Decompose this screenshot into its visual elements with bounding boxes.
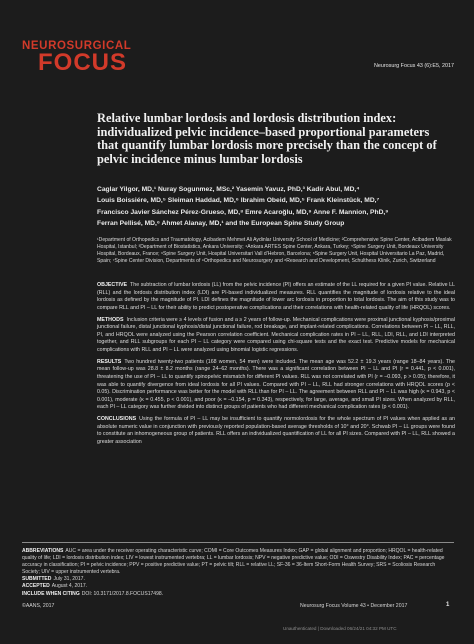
section-text: Two hundred twenty-two patients (168 women, 54 men) were included. The mean age was 52.2 ± 19.3 years (range 18–84 years). The mean follow-up was 28.8 ± 8.2 months (range 24–62 months). There was a significant correlation between PI – LL and PI (r = 0.441, p < 0.001), threatening the use of PI – LL to quantify spinopelvic mismatch for different PI values. RLL was not correlated with PI (r = –0.093, p > 0.05); therefore, it was able to quantify divergence from ideal lordosis for all PI values. Compared with PI – LL, RLL had stronger correlations with HRQOL scores (p < 0.05). Discrimination performance was better for the model with RLL than for PI – LL. The agreement between RLL and PI – LL was high (κ = 0.943, p < 0.001), moderate (κ = 0.455, p < 0.001), and poor (κ = –0.154, p = 0.343), respectively, for large, average, and small PI sizes. When analyzed by RLL, each PI – LL category was further divided into distinct groups of patients who had different mechanical complication rates (p < 0.001). — [97, 358, 455, 411]
section-heading: RESULTS — [97, 358, 122, 365]
affiliations: ¹Department of Orthopedics and Traumatology, Acibadem Mehmet Ali Aydinlar University School of Medicine; ²Comprehensive Spine Center, Acibadem Maslak Hospital, Istanbul; ³Department of Biostatistics, Ankara University; ⁴Ankara ARTES Spine Center, Ankara, Turkey; ⁵Spine Surgery Unit, Bordeaux University Hospital, Bordeaux, France; ⁶Spine Surgery Unit, Hospital Universitari Vall d'Hebron, Barcelona; ⁸Spine Surgery Unit, Hospital Universitario La Paz, Madrid, Spain; ⁷Spine Center Division, Departments of ⁹Orthopedics and Neurosurgery and ⁸Research and Development, Schulthess Klinik, Zurich, Switzerland — [97, 237, 452, 265]
footnote-heading: ABBREVIATIONS — [22, 548, 64, 554]
accepted-date — [22, 583, 454, 590]
journal-reference: Neurosurg Focus 43 (6):E5, 2017 — [373, 63, 454, 69]
brand-main: FOCUS — [38, 49, 127, 76]
citation-doi — [22, 591, 454, 598]
section-heading: METHODS — [97, 316, 124, 323]
abstract — [97, 282, 455, 451]
doi-link[interactable]: DOI: 10.3171/2017.8.FOCUS17498. — [81, 590, 164, 597]
abstract-conclusions — [97, 416, 455, 446]
section-text: The subtraction of lumbar lordosis (LL) from the pelvic incidence (PI) offers an estimate of the LL required for a given PI value. Relative LL (RLL) and the lordosis distribution index (LDI) are PI-based individualized measures. RLL quantifies the magnitude of lordosis relative to the ideal lordosis as defined by the magnitude of PI. LDI defines the magnitude of lower arc lordosis in proportion to total lordosis. The aim of this study was to compare RLL and PI – LL for their ability to predict postoperative complications and their correlations with health-related quality of life (HRQOL) scores. — [97, 282, 455, 311]
abbreviations — [22, 548, 454, 576]
footnote-text: August 4, 2017. — [51, 583, 88, 590]
brand-top: NEUROSURGICAL — [22, 40, 132, 52]
author-list — [97, 184, 457, 229]
author-line: Ferran Pellisé, MD,⁶ Ahmet Alanay, MD,¹ and the European Spine Study Group — [97, 219, 345, 227]
footnotes — [22, 548, 454, 598]
section-text: Using the formula of PI – LL may be insufficient to quantify normolordosis for the whole spectrum of PI values when applied as an absolute numeric value in conjunction with previously reported population-based average thresholds of 10° and 20°. Schwab PI – LL groups were found to constitute an inhomogeneous group of patients. RLL offers an individualized quantification of LL for all PI sizes. Compared with PI – LL, RLL showed a greater association — [97, 416, 455, 445]
abstract-methods — [97, 317, 455, 355]
copyright: ©AANS, 2017 — [22, 603, 55, 609]
author-line: Caglar Yilgor, MD,¹ Nuray Sogunmez, MSc,² Yasemin Yavuz, PhD,³ Kadir Abul, MD,⁴ — [97, 186, 360, 193]
abstract-objective — [97, 282, 455, 312]
footnote-text: AUC = area under the receiver operating characteristic curve; COMI = Core Outcomes Measures Index; GAP = global alignment and proportion; HRQOL = health-related quality of life; LDI = lordosis distribution index; LIV = lowest instrumented vertebra; LL = lumbar lordosis; NPV = negative predictive value; ODI = Oswestry Disability Index; PAC = percentage accuracy in classification; PI = pelvic incidence; PPV = positive predictive value; PT = pelvic tilt; RLL = relative LL; SF-36 = 36-Item Short-Form Health Survey; SRS = Scoliosis Research Society; UIV = upper instrumented vertebra. — [22, 548, 445, 576]
section-text: Inclusion criteria were ≥ 4 levels of fusion and a ≥ 2 years of follow-up. Mechanical complications were proximal junctional kyphosis/proximal junctional failure, distal junctional kyphosis/distal junctional failure, rod breakage, and implant-related complications. Correlations between PI – LL, RLL, PI, and HRQOL were analyzed using the Pearson correlation coefficient. Mechanical complication rates in PI – LL, RLL, LDI, RLL, and LDI interpreted together, and RLL subgroups for each PI – LL category were compared using chi-square tests and the exact test. Predictive models for mechanical complications with RLL and PI – LL were analyzed using binomial logistic regressions. — [97, 316, 455, 353]
section-heading: CONCLUSIONS — [97, 416, 137, 423]
author-line: Louis Boissiére, MD,⁵ Sleiman Haddad, MD,⁶ Ibrahim Obeid, MD,⁵ Frank Kleinstück, MD,⁷ — [97, 197, 380, 205]
footnote-divider — [22, 542, 454, 543]
journal-masthead — [22, 40, 131, 74]
article-title: Relative lumbar lordosis and lordosis distribution index: individualized pelvic incidence–based proportional parameters that quantify lumbar lordosis more precisely than the concept of pelvic incidence minus lumbar lordosis — [97, 111, 437, 166]
footnote-heading: INCLUDE WHEN CITING — [22, 590, 80, 597]
submitted-date — [22, 576, 454, 583]
footnote-text: July 31, 2017. — [53, 576, 85, 583]
author-line: Francisco Javier Sánchez Pérez-Grueso, MD,⁸ Emre Acaroğlu, MD,⁹ Anne F. Mannion, PhD,⁹ — [97, 208, 389, 216]
section-heading: OBJECTIVE — [97, 282, 128, 288]
page-number: 1 — [446, 602, 450, 608]
abstract-results — [97, 359, 455, 412]
footnote-heading: SUBMITTED — [22, 576, 52, 583]
download-stamp: Unauthenticated | Downloaded 06/24/21 04:32 PM UTC — [283, 626, 397, 631]
footer-journal: Neurosurg Focus Volume 43 • December 2017 — [300, 603, 408, 609]
footnote-heading: ACCEPTED — [22, 583, 50, 590]
